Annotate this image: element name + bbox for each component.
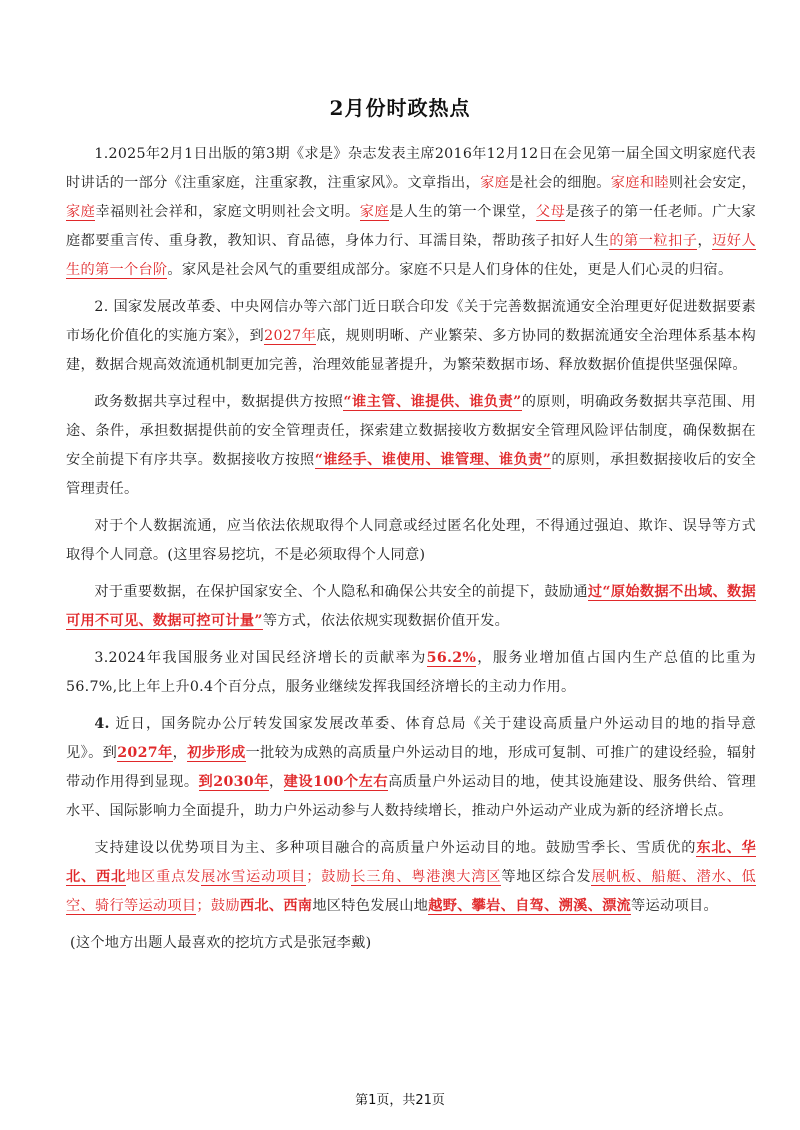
document-title: 2月份时政热点 [329, 96, 471, 120]
highlight: 家庭和睦 [610, 175, 669, 191]
highlight: 展冰雪运动项目 [201, 869, 307, 885]
highlight: 展帆板、船艇、潜水、低空、骑行等运动项目 [66, 869, 756, 914]
highlight: 越野、攀岩、自驾、溯溪、漂流 [428, 898, 632, 914]
paragraph-5: 对于重要数据，在保护国家安全、个人隐私和确保公共安全的前提下，鼓励通过“原始数据不出域、数据可用不可见、数据可控可计量”等方式，依法依规实现数据价值开发。 [66, 584, 757, 629]
page-number: 第1页，共21页 [355, 1093, 445, 1108]
highlight: 长三角、粤港澳大湾区 [351, 869, 502, 885]
highlight: 到2030年 [198, 774, 269, 790]
paragraph-1: 1.2025年2月1日出版的第3期《求是》杂志发表主席2016年12月12日在会见第一届全国文明家庭代表时讲话的一部分《注重家庭，注重家教，注重家风》。文章指出，家庭是社会的细胞。家庭和睦则社会安定，家庭幸福则社会祥和，家庭文明则社会文明。家庭是人生的第一个课堂，父母是孩子的第一任老师。广大家庭都要重言传、重身教，教知识、育品德，身体力行、耳濡目染，帮助孩子扣好人生的第一粒扣子，迈好人生的第一个台阶。家风是社会风气的重要组成部分。家庭不只是人们身体的住处，更是人们心灵的归宿。 [66, 146, 756, 278]
paragraph-3: 政务数据共享过程中，数据提供方按照“谁主管、谁提供、谁负责”的原则，明确政务数据共享范围、用途、条件，承担数据提供前的安全管理责任，探索建立数据接收方数据安全管理风险评估制度，确保数据在安全前提下有序共享。数据接收方按照“谁经手、谁使用、谁管理、谁负责”的原则，承担数据接收后的安全管理责任。 [66, 394, 756, 497]
highlight: 56.2% [426, 650, 477, 666]
note: (这个地方出题人最喜欢的挖坑方式是张冠李戴) [70, 935, 372, 951]
highlight: 2027年 [264, 328, 317, 344]
paragraph-4: 对于个人数据流通，应当依法依规取得个人同意或经过匿名化处理，不得通过强迫、欺诈、误导等方式取得个人同意。(这里容易挖坑，不是必须取得个人同意) [66, 518, 756, 563]
highlight: 家庭 [359, 204, 390, 220]
paragraph-2: 2. 国家发展改革委、中央网信办等六部门近日联合印发《关于完善数据流通安全治理更好促进数据要素市场化价值化的实施方案》，到2027年底，规则明晰、产业繁荣、多方协同的数据流通安全治理体系基本构建，数据合规高效流通机制更加完善，治理效能显著提升，为繁荣数据市场、释放数据价值提供坚强保障。 [66, 299, 756, 373]
highlight: 建设100个左右 [283, 774, 389, 790]
highlight: 初步形成 [187, 745, 246, 761]
highlight: 的第一粒扣子 [609, 233, 698, 249]
document-body [66, 140, 756, 966]
highlight: 东北、华北、西北 [66, 840, 756, 885]
highlight: 家庭 [480, 175, 510, 191]
paragraph-7: 4. 近日，国务院办公厅转发国家发展改革委、体育总局《关于建设高质量户外运动目的地的指导意见》。到2027年，初步形成一批较为成熟的高质量户外运动目的地，形成可复制、可推广的建设经验，辐射带动作用得到显现。到2030年，建设100个左右高质量户外运动目的地，使其设施建设、服务供给、管理水平、国际影响力全面提升，助力户外运动参与人数持续增长，推动户外运动产业成为新的经济增长点。 [66, 716, 756, 819]
highlight: 过“原始数据不出域、数据可用不可见、数据可控可计量” [66, 584, 757, 629]
highlight: 2027年 [117, 745, 173, 761]
highlight: 父母 [535, 204, 566, 220]
highlight: 家庭 [66, 204, 96, 220]
paragraph-6: 3.2024年我国服务业对国民经济增长的贡献率为56.2%，服务业增加值占国内生产总值的比重为56.7%,比上年上升0.4个百分点，服务业继续发挥我国经济增长的主动力作用。 [66, 650, 756, 695]
highlight: “谁经手、谁使用、谁管理、谁负责” [314, 452, 552, 468]
paragraph-8: 支持建设以优势项目为主、多种项目融合的高质量户外运动目的地。鼓励雪季长、雪质优的东北、华北、西北地区重点发展冰雪运动项目；鼓励长三角、粤港澳大湾区等地区综合发展帆板、船艇、潜水、低空、骑行等运动项目；鼓励西北、西南地区特色发展山地越野、攀岩、自驾、溯溪、漂流等运动项目。 [66, 840, 756, 914]
highlight: 西北、西南 [239, 898, 313, 914]
highlight: 迈好人生的第一个台阶 [66, 233, 756, 278]
highlight: “谁主管、谁提供、谁负责” [343, 394, 522, 410]
